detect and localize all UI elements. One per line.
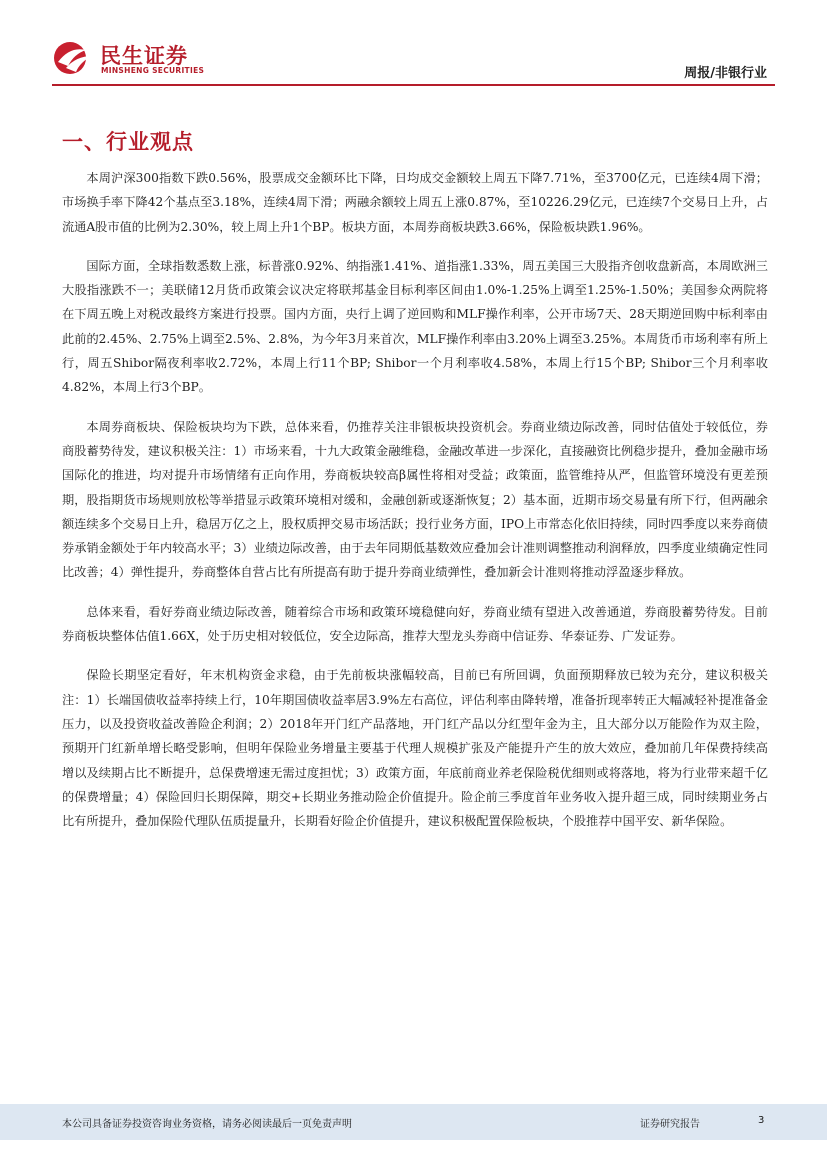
brand-name-en: MINSHENG SECURITIES [101,66,205,75]
report-body [62,166,768,848]
paragraph-insurance-view: 保险长期坚定看好，年末机构资金求稳，由于先前板块涨幅较高，目前已有所回调，负面预期释放已较为充分，建议积极关注：1）长端国债收益率持续上行，10年期国债收益率居3.9%左右高位，评估利率由降转增，准备折现率转正大幅减轻补提准备金压力，以及投资收益改善险企利润；2）2018年开门红产品落地，开门红产品以分红型年金为主，且大部分以万能险作为双主险，预期开门红新单增长略受影响，但明年保险业务增量主要基于代理人规模扩张及产能提升产生的放大效应，叠加前几年保费持续高增以及续期占比不断提升，总保费增速无需过度担忧；3）政策方面，年底前商业养老保险税优细则或将落地，将为行业带来超千亿的保费增量；4）保险回归长期保障，期交+长期业务推动险企价值提升。险企前三季度首年业务收入提升超三成，同时续期业务占比有所提升，叠加保险代理队伍质提量升，长期看好险企价值提升，建议积极配置保险板块，个股推荐中国平安、新华保险。 [62,668,768,829]
document-type-label: 周报/非银行业 [684,66,767,81]
brand-name-cn: 民生证券 [100,44,188,68]
paragraph-macro: 国际方面，全球指数悉数上涨，标普涨0.92%、纳指涨1.41%、道指涨1.33%，周五美国三大股指齐创收盘新高，本周欧洲三大股指涨跌不一；美联储12月货币政策会议决定将联邦基金目标利率区间由1.0%-1.25%上调至1.25%-1.50%；美国参众两院将在下周五晚上对税改最终方案进行投票。国内方面，央行上调了逆回购和MLF操作利率，公开市场7天、28天期逆回购中标利率由此前的2.45%、2.75%上调至2.5%、2.8%，为今年3月来首次，MLF操作利率由3.20%上调至3.25%。本周货币市场利率有所上行，周五Shibor隔夜利率收2.72%，本周上行11个BP; Shibor一个月利率收4.58%，本周上行15个BP; Shibor三个月利率收4.82%，本周上行3个BP。 [62,258,768,395]
page-number: 3 [758,1115,765,1126]
footer-report-type: 证券研究报告 [640,1119,700,1130]
minsheng-logo-icon [52,40,96,76]
page-header [0,0,827,90]
footer-disclaimer: 本公司具备证券投资咨询业务资格，请务必阅读最后一页免责声明 [62,1119,352,1130]
page-footer [0,1104,827,1140]
paragraph-market-overview: 本周沪深300指数下跌0.56%，股票成交金额环比下降，日均成交金额较上周五下降7.71%，至3700亿元，已连续4周下滑；市场换手率下降42个基点至3.18%，连续4周下滑；两融余额较上周五上涨0.87%，至10226.29亿元，已连续7个交易日上升，占流通A股市值的比例为2.30%，较上周上升1个BP。板块方面，本周券商板块跌3.66%，保险板块跌1.96%。 [62,171,768,234]
section-title: 一、行业观点 [62,130,194,154]
header-divider [52,84,775,86]
paragraph-broker-view: 本周券商板块、保险板块均为下跌，总体来看，仍推荐关注非银板块投资机会。券商业绩边际改善，同时估值处于较低位，券商股蓄势待发，建议积极关注：1）市场来看，十九大政策金融维稳，金融改革进一步深化，直接融资比例稳步提升，叠加金融市场国际化的推进，均对提升市场情绪有正向作用，券商板块较高β属性将相对受益；政策面，监管维持从严，但监管环境没有更差预期，股指期货市场规则放松等举措显示政策环境相对缓和，金融创新或逐渐恢复；2）基本面，近期市场交易量有所下行，但两融余额连续多个交易日上升，稳居万亿之上，股权质押交易市场活跃；投行业务方面，IPO上市常态化依旧持续，同时四季度以来券商债券承销金额处于年内较高水平；3）业绩边际改善，由于去年同期低基数效应叠加会计准则调整推动利润释放，四季度业绩确定性同比改善；4）弹性提升，券商整体自营占比有所提高有助于提升券商业绩弹性，叠加新会计准则将推动浮盈逐步释放。 [62,419,768,580]
paragraph-broker-summary: 总体来看，看好券商业绩边际改善，随着综合市场和政策环境稳健向好，券商业绩有望进入改善通道，券商股蓄势待发。目前券商板块整体估值1.66X，处于历史相对较低位，安全边际高，推荐大型龙头券商中信证券、华泰证券、广发证券。 [62,604,768,644]
